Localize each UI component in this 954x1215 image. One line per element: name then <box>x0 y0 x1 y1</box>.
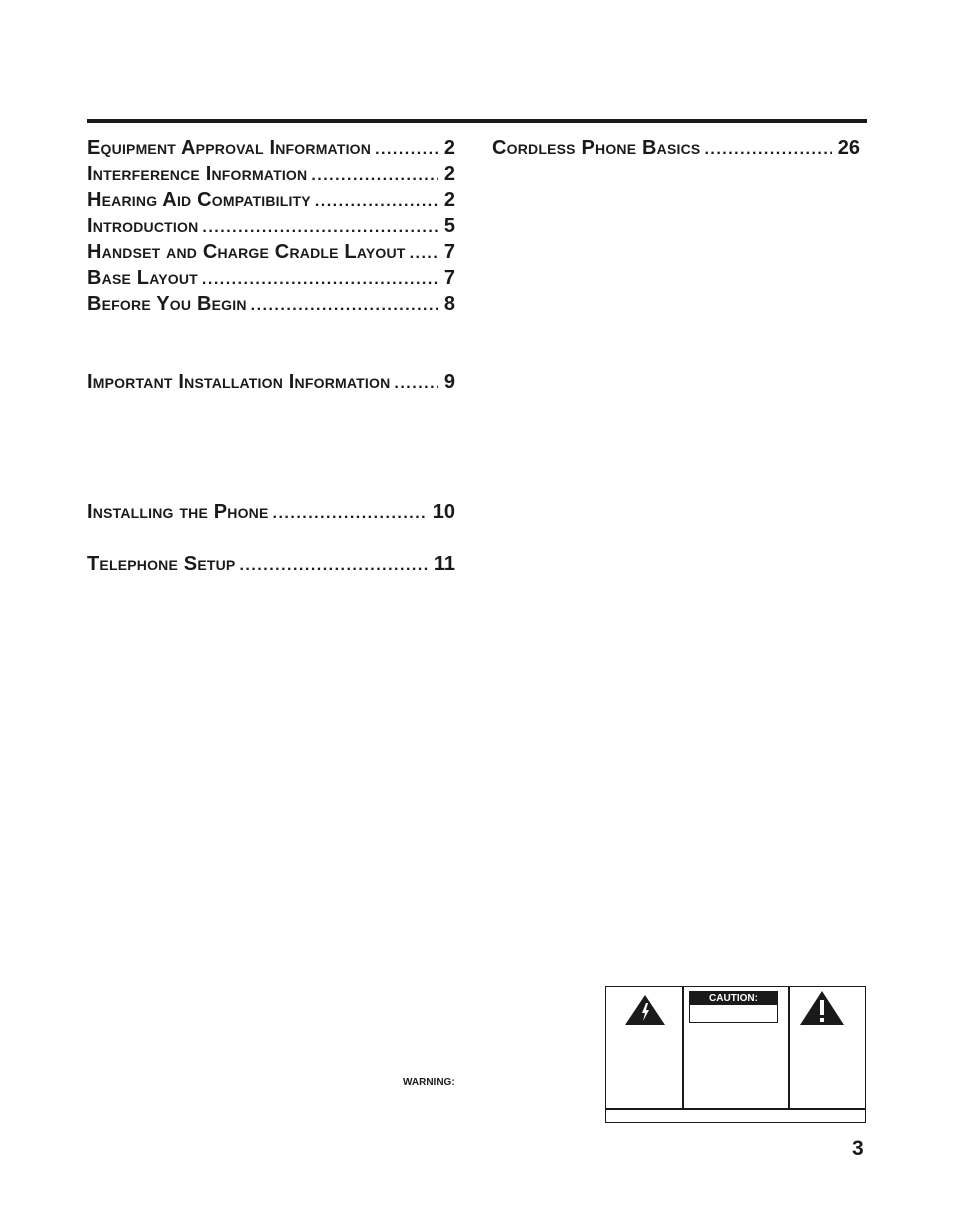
page-number: 3 <box>852 1137 864 1160</box>
toc-entry-title: Cordless Phone Basics <box>492 137 701 159</box>
toc-entry-base-layout[interactable] <box>87 266 455 292</box>
toc-entry-title: Before You Begin <box>87 293 247 315</box>
toc-leader-dots <box>202 268 438 292</box>
toc-entry-page: 11 <box>433 553 455 575</box>
lightning-triangle-icon <box>625 995 665 1030</box>
caution-box <box>605 986 866 1123</box>
toc-leader-dots <box>704 138 831 162</box>
toc-entry-hearing-aid[interactable] <box>87 188 455 214</box>
toc-entry-telephone-setup[interactable] <box>87 552 455 578</box>
caution-divider <box>606 1108 865 1110</box>
toc-entry-title: Introduction <box>87 215 199 237</box>
toc-entry-page: 7 <box>443 267 455 289</box>
toc-entry-title: Equipment Approval Information <box>87 137 372 159</box>
toc-entry-title: Hearing Aid Compatibility <box>87 189 311 211</box>
toc-entry-title: Installing the Phone <box>87 501 269 523</box>
toc-entry-page: 2 <box>443 189 455 211</box>
toc-entry-title: Base Layout <box>87 267 198 289</box>
toc-entry-before-you-begin[interactable] <box>87 292 455 318</box>
toc-entry-page: 7 <box>443 241 455 263</box>
toc-leader-dots <box>311 164 438 188</box>
toc-leader-dots <box>315 190 438 214</box>
toc-entry-interference[interactable] <box>87 162 455 188</box>
toc-entry-important-installation[interactable] <box>87 370 455 396</box>
toc-entry-page: 26 <box>837 137 860 159</box>
caution-divider <box>682 987 684 1108</box>
toc-entry-page: 10 <box>432 501 455 523</box>
toc-leader-dots <box>239 554 427 578</box>
toc-leader-dots <box>273 502 427 526</box>
toc-entry-page: 2 <box>443 137 455 159</box>
toc-leader-dots <box>375 138 438 162</box>
toc-entry-title: Interference Information <box>87 163 308 185</box>
toc-leader-dots <box>410 242 438 266</box>
toc-leader-dots <box>202 216 437 240</box>
toc-entry-page: 2 <box>443 163 455 185</box>
toc-entry-title: Telephone Setup <box>87 553 236 575</box>
toc-entry-equipment-approval[interactable] <box>87 136 455 162</box>
toc-entry-installing-phone[interactable] <box>87 500 455 526</box>
toc-entry-introduction[interactable] <box>87 214 455 240</box>
warning-label: WARNING: <box>403 1077 455 1088</box>
toc-entry-page: 5 <box>443 215 455 237</box>
toc-leader-dots <box>251 294 438 318</box>
toc-entry-handset-layout[interactable] <box>87 240 455 266</box>
toc-leader-dots <box>394 372 437 396</box>
toc-entry-page: 9 <box>443 371 455 393</box>
top-rule <box>87 119 867 123</box>
toc-entry-title: Important Installation Information <box>87 371 391 393</box>
caution-label: CAUTION: <box>690 992 777 1005</box>
exclamation-triangle-icon <box>800 991 844 1030</box>
toc-entry-cordless-basics[interactable] <box>492 136 860 162</box>
toc-entry-page: 8 <box>443 293 455 315</box>
caution-divider <box>788 987 790 1108</box>
toc-entry-title: Handset and Charge Cradle Layout <box>87 241 406 263</box>
caution-header <box>689 991 778 1023</box>
